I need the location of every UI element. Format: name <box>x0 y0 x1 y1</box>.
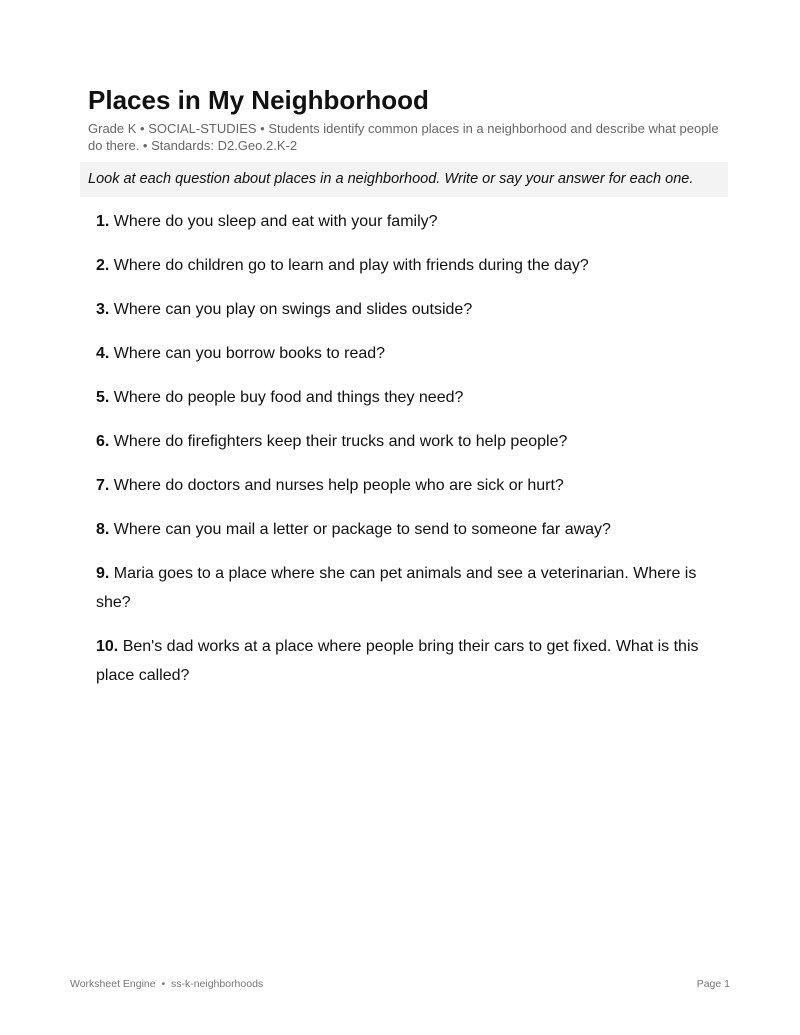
question-number: 6. <box>96 433 110 450</box>
question-item <box>96 383 720 412</box>
worksheet-meta: Grade K • SOCIAL-STUDIES • Students identify common places in a neighborhood and describe what people do there. • Standards: D2.Geo.2.K-2 <box>88 121 719 153</box>
question-text: Where can you play on swings and slides outside? <box>113 301 473 318</box>
question-number: 10. <box>96 638 119 655</box>
page-footer <box>70 978 730 990</box>
question-item <box>96 295 720 324</box>
question-text: Ben's dad works at a place where people bring their cars to get fixed. What is this place called? <box>96 638 699 684</box>
question-text: Where do you sleep and eat with your family? <box>113 213 438 230</box>
question-number: 4. <box>96 345 110 362</box>
question-item <box>96 427 720 456</box>
question-text: Maria goes to a place where she can pet animals and see a veterinarian. Where is she? <box>96 565 697 611</box>
question-list <box>96 207 720 690</box>
instructions-box: Look at each question about places in a neighborhood. Write or say your answer for each one. <box>80 162 728 197</box>
worksheet-page <box>88 84 720 705</box>
question-number: 8. <box>96 521 110 538</box>
page-title: Places in My Neighborhood <box>88 85 429 115</box>
question-text: Where can you mail a letter or package to send to someone far away? <box>113 521 611 538</box>
question-item <box>96 339 720 368</box>
question-item <box>96 207 720 236</box>
question-item <box>96 559 720 617</box>
question-item <box>96 251 720 280</box>
question-text: Where do firefighters keep their trucks and work to help people? <box>113 433 568 450</box>
question-item <box>96 632 720 690</box>
question-text: Where do people buy food and things they need? <box>113 389 464 406</box>
question-number: 7. <box>96 477 110 494</box>
footer-source: Worksheet Engine • ss-k-neighborhoods <box>70 978 264 990</box>
question-text: Where do doctors and nurses help people who are sick or hurt? <box>113 477 564 494</box>
question-text: Where do children go to learn and play with friends during the day? <box>113 257 589 274</box>
question-text: Where can you borrow books to read? <box>113 345 386 362</box>
footer-page-number: Page 1 <box>696 978 730 990</box>
question-number: 9. <box>96 565 110 582</box>
question-number: 3. <box>96 301 110 318</box>
question-number: 2. <box>96 257 110 274</box>
question-number: 1. <box>96 213 110 230</box>
question-number: 5. <box>96 389 110 406</box>
question-item <box>96 515 720 544</box>
question-item <box>96 471 720 500</box>
